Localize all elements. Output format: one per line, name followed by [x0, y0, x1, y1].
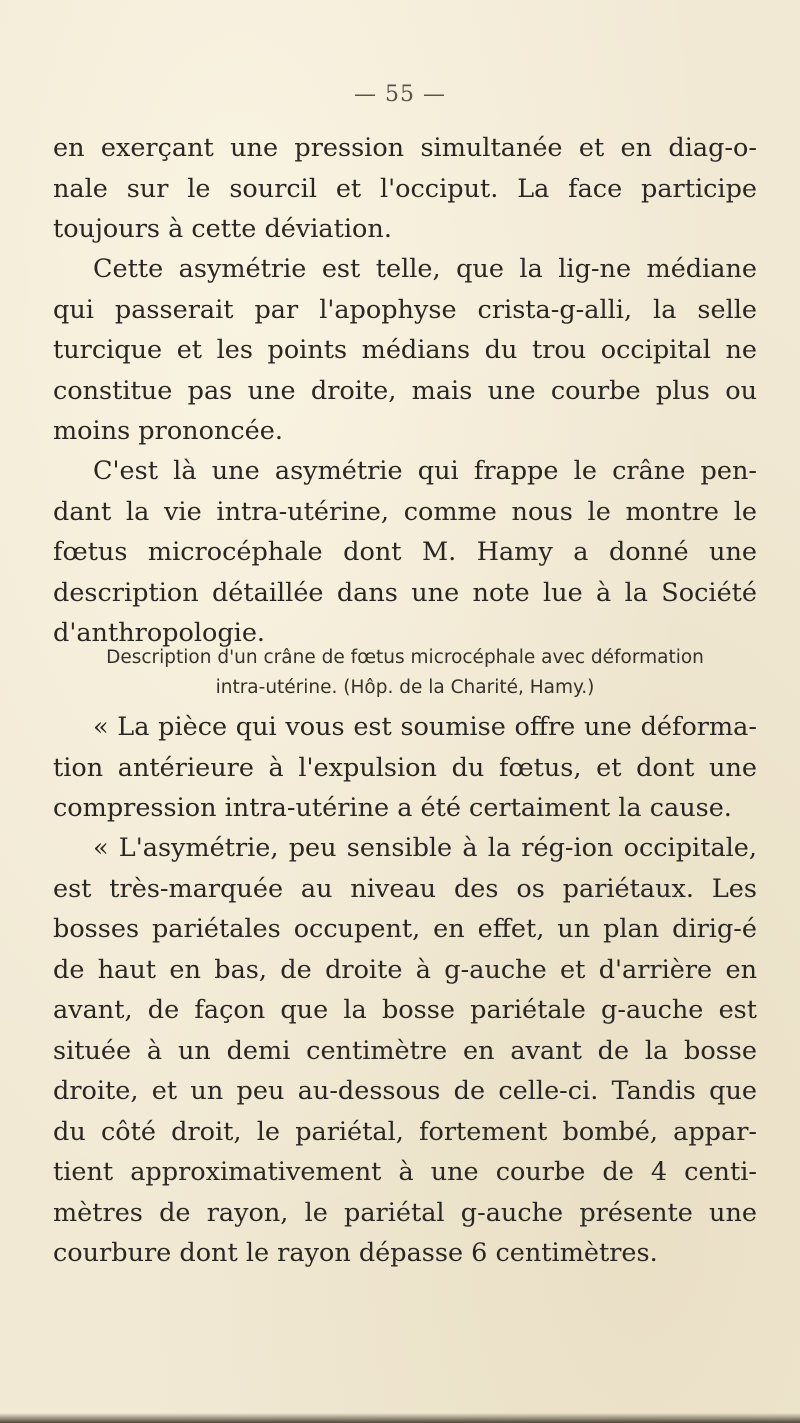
paragraph-2	[53, 249, 757, 290]
quote-paragraph-2-body	[53, 869, 757, 1274]
text-line: bosses pariétales occupent, en effet, un plan dirig-é	[53, 914, 757, 944]
text-line: qui passerait par l'apophyse crista-g-alli, la selle	[53, 294, 757, 325]
quote-paragraph-1	[53, 707, 757, 748]
text-line: mètres de rayon, le pariétal g-auche présente une	[53, 1197, 757, 1228]
text-line: avant, de façon que la bosse pariétale g-auche est	[53, 995, 757, 1025]
text-line: constitue pas une droite, mais une courbe plus ou	[53, 375, 757, 406]
text-line: en exerçant une pression simultanée et en diag-o-	[53, 133, 757, 163]
quote-paragraph-1-body	[53, 748, 757, 829]
quote-paragraph-2	[53, 828, 757, 869]
figure-caption	[53, 643, 757, 703]
text-line: fœtus microcéphale dont M. Hamy a donné une	[53, 537, 757, 567]
caption-line: Description d'un crâne de fœtus microcéphale avec déformation	[106, 647, 704, 668]
text-line: du côté droit, le pariétal, fortement bombé, appar-	[53, 1116, 757, 1147]
text-line: toujours à cette déviation.	[53, 214, 392, 244]
page-bottom-edge	[0, 1413, 800, 1423]
text-line: C'est là une asymétrie qui frappe le crâne pen-	[93, 456, 757, 486]
text-line: est très-marquée au niveau des os pariétaux. Les	[53, 873, 757, 904]
text-line: droite, et un peu au-dessous de celle-ci. Tandis que	[53, 1076, 757, 1106]
text-line: « L'asymétrie, peu sensible à la rég-ion occipitale,	[93, 833, 757, 863]
page-number: — 55 —	[354, 82, 446, 107]
text-line: turcique et les points médians du trou occipital ne	[53, 335, 757, 365]
text-line: nale sur le sourcil et l'occiput. La face participe	[53, 173, 757, 204]
text-line: d'anthropologie.	[53, 618, 266, 648]
text-line: dant la vie intra-utérine, comme nous le montre le	[53, 496, 757, 527]
paragraph-2-body	[53, 290, 757, 452]
text-line: compression intra-utérine a été certaiment la cause.	[53, 793, 732, 823]
text-line: description détaillée dans une note lue à la Société	[53, 577, 757, 608]
text-line: « La pièce qui vous est soumise offre une déforma-	[93, 712, 757, 742]
text-line: tient approximativement à une courbe de 4 centi-	[53, 1157, 757, 1187]
paragraph-1	[53, 128, 757, 250]
text-line: courbure dont le rayon dépasse 6 centimètres.	[53, 1238, 658, 1268]
caption-line: intra-utérine. (Hôp. de la Charité, Hamy.)	[215, 677, 595, 698]
text-line: tion antérieure à l'expulsion du fœtus, et dont une	[53, 752, 757, 783]
text-line: de haut en bas, de droite à g-auche et d'arrière en	[53, 954, 757, 985]
text-line: Cette asymétrie est telle, que la lig-ne médiane	[93, 254, 757, 284]
text-line: située à un demi centimètre en avant de la bosse	[53, 1035, 757, 1066]
paragraph-3-body	[53, 492, 757, 654]
paragraph-3	[53, 451, 757, 492]
text-line: moins prononcée.	[53, 416, 283, 446]
